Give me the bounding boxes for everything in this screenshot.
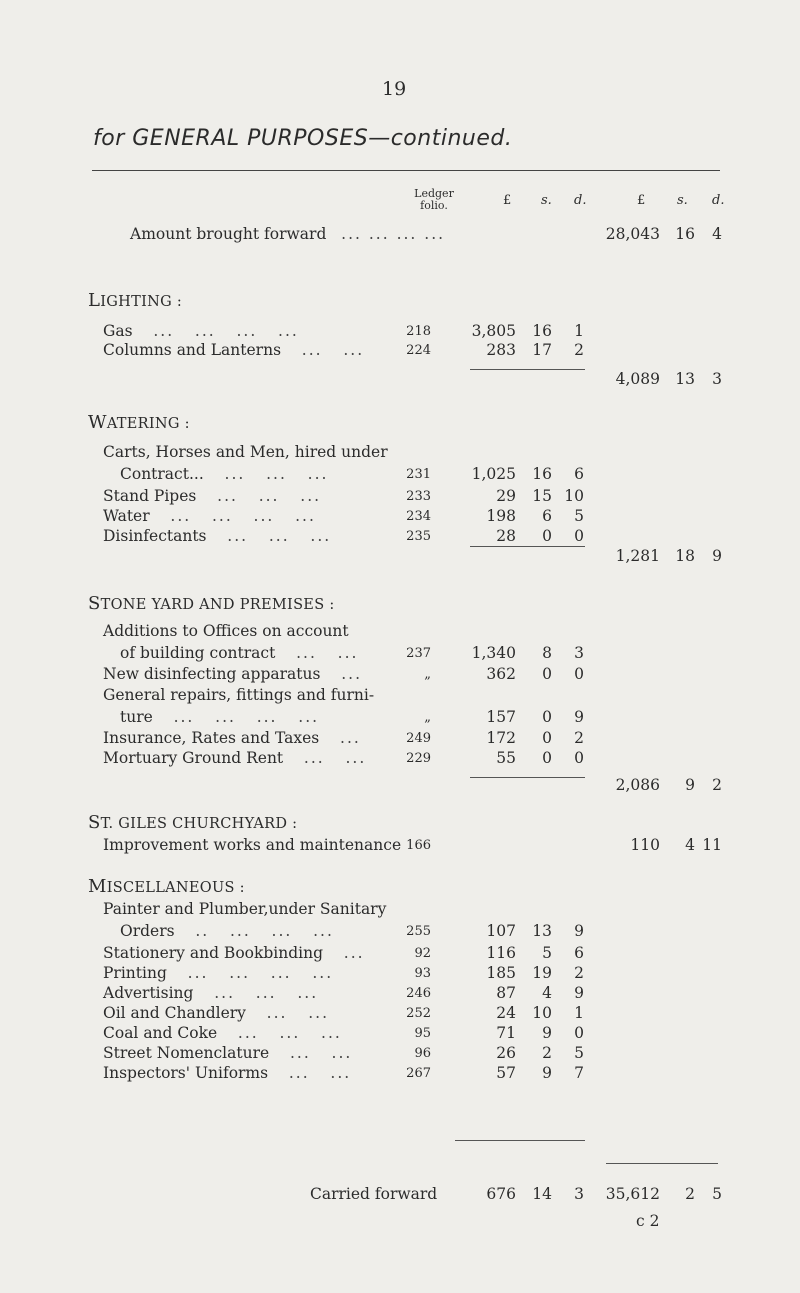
stone-yard-item-0-pounds: 1,340 bbox=[471, 644, 516, 662]
section-heading-st-giles: ST. GILES CHURCHYARD : bbox=[88, 812, 298, 833]
watering-total-pence: 9 bbox=[712, 547, 722, 565]
st-giles-total-shillings: 4 bbox=[685, 836, 695, 854]
watering-item-3-label: Disinfectants ... ... ... bbox=[103, 527, 332, 545]
stone-yard-subtotal-rule bbox=[470, 777, 585, 778]
misc-item-2-folio: 93 bbox=[414, 966, 431, 981]
page-number: 19 bbox=[382, 78, 407, 100]
watering-total-pounds: 1,281 bbox=[615, 547, 660, 565]
stone-yard-item-0-label: Additions to Offices on account bbox=[103, 622, 349, 640]
watering-item-0-label-cont: Contract... ... ... ... bbox=[120, 465, 329, 483]
watering-item-1-pence: 10 bbox=[564, 487, 584, 505]
misc-item-7-pence: 7 bbox=[574, 1064, 584, 1082]
misc-item-4-pounds: 24 bbox=[496, 1004, 516, 1022]
lighting-item-1-label: Columns and Lanterns ... ... bbox=[103, 341, 365, 359]
stone-yard-item-3-pounds: 172 bbox=[486, 729, 516, 747]
watering-item-2-pence: 5 bbox=[574, 507, 584, 525]
lighting-total-pounds: 4,089 bbox=[615, 370, 660, 388]
pounds-header-1: £ bbox=[503, 193, 512, 208]
misc-item-3-pounds: 87 bbox=[496, 984, 516, 1002]
pounds-header-2: £ bbox=[637, 193, 646, 208]
misc-item-4-label: Oil and Chandlery ... ... bbox=[103, 1004, 330, 1022]
watering-item-2-label: Water ... ... ... ... bbox=[103, 507, 316, 525]
carried-forward-label: Carried forward bbox=[310, 1185, 438, 1203]
stone-yard-total-pounds: 2,086 bbox=[615, 776, 660, 794]
stone-yard-item-3-shillings: 0 bbox=[542, 729, 552, 747]
watering-item-0-label: Carts, Horses and Men, hired under bbox=[103, 443, 388, 461]
carried-forward-shillings-2: 2 bbox=[685, 1185, 695, 1203]
stone-yard-item-2-pence: 9 bbox=[574, 708, 584, 726]
stone-yard-item-3-label: Insurance, Rates and Taxes ... bbox=[103, 729, 361, 747]
misc-item-0-shillings: 13 bbox=[532, 922, 552, 940]
pence-header-1: d. bbox=[574, 193, 587, 208]
watering-item-2-pounds: 198 bbox=[486, 507, 516, 525]
watering-item-1-shillings: 15 bbox=[532, 487, 552, 505]
misc-item-5-pence: 0 bbox=[574, 1024, 584, 1042]
misc-item-1-label: Stationery and Bookbinding ... bbox=[103, 944, 365, 962]
stone-yard-item-1-pounds: 362 bbox=[486, 665, 516, 683]
lighting-item-1-shillings: 17 bbox=[532, 341, 552, 359]
carried-forward-pence-2: 5 bbox=[712, 1185, 722, 1203]
st-giles-item-label: Improvement works and maintenance bbox=[103, 836, 402, 854]
stone-yard-item-3-folio: 249 bbox=[406, 731, 431, 746]
watering-item-3-folio: 235 bbox=[406, 529, 431, 544]
watering-total-shillings: 18 bbox=[675, 547, 695, 565]
stone-yard-item-4-folio: 229 bbox=[406, 751, 431, 766]
misc-item-1-pounds: 116 bbox=[486, 944, 516, 962]
watering-item-3-shillings: 0 bbox=[542, 527, 552, 545]
watering-item-0-pence: 6 bbox=[574, 465, 584, 483]
st-giles-total-pence: 11 bbox=[702, 836, 722, 854]
brought-forward-shillings: 16 bbox=[675, 225, 695, 243]
watering-subtotal-rule bbox=[470, 546, 585, 547]
misc-item-4-pence: 1 bbox=[574, 1004, 584, 1022]
misc-item-7-shillings: 9 bbox=[542, 1064, 552, 1082]
stone-yard-item-1-folio: „ bbox=[424, 667, 431, 682]
stone-yard-item-4-shillings: 0 bbox=[542, 749, 552, 767]
stone-yard-item-0-pence: 3 bbox=[574, 644, 584, 662]
stone-yard-item-0-shillings: 8 bbox=[542, 644, 552, 662]
lighting-item-1-pounds: 283 bbox=[486, 341, 516, 359]
brought-forward-pounds: 28,043 bbox=[605, 225, 660, 243]
lighting-item-0-pence: 1 bbox=[574, 322, 584, 340]
stone-yard-item-4-label: Mortuary Ground Rent ... ... bbox=[103, 749, 367, 767]
stone-yard-item-4-pence: 0 bbox=[574, 749, 584, 767]
watering-item-1-pounds: 29 bbox=[496, 487, 516, 505]
stone-yard-item-1-pence: 0 bbox=[574, 665, 584, 683]
stone-yard-item-0-label-cont: of building contract ... ... bbox=[120, 644, 359, 662]
misc-item-5-pounds: 71 bbox=[496, 1024, 516, 1042]
misc-item-4-shillings: 10 bbox=[532, 1004, 552, 1022]
misc-item-3-pence: 9 bbox=[574, 984, 584, 1002]
stone-yard-item-2-label: General repairs, fittings and furni- bbox=[103, 686, 375, 704]
misc-item-2-label: Printing ... ... ... ... bbox=[103, 964, 334, 982]
stone-yard-item-1-label: New disinfecting apparatus ... bbox=[103, 665, 363, 683]
shillings-header-1: s. bbox=[541, 193, 552, 208]
misc-item-0-label-cont: Orders .. ... ... ... bbox=[120, 922, 334, 940]
stone-yard-item-4-pounds: 55 bbox=[496, 749, 516, 767]
misc-item-0-label: Painter and Plumber,under Sanitary bbox=[103, 900, 387, 918]
misc-item-3-label: Advertising ... ... ... bbox=[103, 984, 319, 1002]
section-heading-lighting: LIGHTING : bbox=[88, 290, 183, 311]
watering-item-1-folio: 233 bbox=[406, 489, 431, 504]
ledger-folio-header: Ledger folio. bbox=[414, 187, 454, 212]
misc-item-6-pounds: 26 bbox=[496, 1044, 516, 1062]
misc-item-5-shillings: 9 bbox=[542, 1024, 552, 1042]
brought-forward-label: Amount brought forward ... ... ... ... bbox=[130, 225, 446, 243]
stone-yard-item-3-pence: 2 bbox=[574, 729, 584, 747]
brought-forward-pence: 4 bbox=[712, 225, 722, 243]
watering-item-0-pounds: 1,025 bbox=[471, 465, 516, 483]
misc-item-0-folio: 255 bbox=[406, 924, 431, 939]
stone-yard-item-2-folio: „ bbox=[424, 710, 431, 725]
misc-item-2-shillings: 19 bbox=[532, 964, 552, 982]
top-rule bbox=[92, 170, 720, 171]
misc-item-6-pence: 5 bbox=[574, 1044, 584, 1062]
misc-item-1-pence: 6 bbox=[574, 944, 584, 962]
lighting-item-0-label: Gas ... ... ... ... bbox=[103, 322, 299, 340]
section-heading-misc: MISCELLANEOUS : bbox=[88, 876, 245, 897]
carried-forward-rule bbox=[606, 1163, 718, 1164]
section-heading-watering: WATERING : bbox=[88, 412, 190, 433]
misc-subtotal-rule bbox=[455, 1140, 585, 1141]
pence-header-2: d. bbox=[712, 193, 725, 208]
stone-yard-item-2-pounds: 157 bbox=[486, 708, 516, 726]
misc-item-0-pounds: 107 bbox=[486, 922, 516, 940]
lighting-subtotal-rule bbox=[470, 369, 585, 370]
carried-forward-pounds-1: 676 bbox=[486, 1185, 516, 1203]
misc-item-7-folio: 267 bbox=[406, 1066, 431, 1081]
carried-forward-pounds-2: 35,612 bbox=[605, 1185, 660, 1203]
misc-item-0-pence: 9 bbox=[574, 922, 584, 940]
watering-item-3-pounds: 28 bbox=[496, 527, 516, 545]
misc-item-7-label: Inspectors' Uniforms ... ... bbox=[103, 1064, 352, 1082]
misc-item-2-pence: 2 bbox=[574, 964, 584, 982]
misc-item-3-shillings: 4 bbox=[542, 984, 552, 1002]
misc-item-5-label: Coal and Coke ... ... ... bbox=[103, 1024, 342, 1042]
watering-item-2-folio: 234 bbox=[406, 509, 431, 524]
stone-yard-total-pence: 2 bbox=[712, 776, 722, 794]
stone-yard-item-0-folio: 237 bbox=[406, 646, 431, 661]
watering-item-2-shillings: 6 bbox=[542, 507, 552, 525]
page-title: for GENERAL PURPOSES—continued. bbox=[93, 126, 513, 151]
section-heading-stone-yard: STONE YARD AND PREMISES : bbox=[88, 593, 335, 614]
lighting-item-1-pence: 2 bbox=[574, 341, 584, 359]
misc-item-5-folio: 95 bbox=[414, 1026, 431, 1041]
lighting-total-shillings: 13 bbox=[675, 370, 695, 388]
misc-item-6-label: Street Nomenclature ... ... bbox=[103, 1044, 353, 1062]
stone-yard-total-shillings: 9 bbox=[685, 776, 695, 794]
carried-forward-shillings-1: 14 bbox=[532, 1185, 552, 1203]
misc-item-6-folio: 96 bbox=[414, 1046, 431, 1061]
misc-item-7-pounds: 57 bbox=[496, 1064, 516, 1082]
lighting-item-1-folio: 224 bbox=[406, 343, 431, 358]
stone-yard-item-1-shillings: 0 bbox=[542, 665, 552, 683]
misc-item-2-pounds: 185 bbox=[486, 964, 516, 982]
st-giles-item-folio: 166 bbox=[406, 838, 431, 853]
watering-item-1-label: Stand Pipes ... ... ... bbox=[103, 487, 322, 505]
lighting-total-pence: 3 bbox=[712, 370, 722, 388]
signature-mark: c 2 bbox=[636, 1212, 660, 1230]
st-giles-total-pounds: 110 bbox=[630, 836, 660, 854]
shillings-header-2: s. bbox=[677, 193, 688, 208]
watering-item-0-folio: 231 bbox=[406, 467, 431, 482]
stone-yard-item-2-shillings: 0 bbox=[542, 708, 552, 726]
carried-forward-pence-1: 3 bbox=[574, 1185, 584, 1203]
misc-item-6-shillings: 2 bbox=[542, 1044, 552, 1062]
lighting-item-0-folio: 218 bbox=[406, 324, 431, 339]
stone-yard-item-2-label-cont: ture ... ... ... ... bbox=[120, 708, 320, 726]
misc-item-4-folio: 252 bbox=[406, 1006, 431, 1021]
watering-item-0-shillings: 16 bbox=[532, 465, 552, 483]
misc-item-1-shillings: 5 bbox=[542, 944, 552, 962]
misc-item-3-folio: 246 bbox=[406, 986, 431, 1001]
watering-item-3-pence: 0 bbox=[574, 527, 584, 545]
lighting-item-0-shillings: 16 bbox=[532, 322, 552, 340]
misc-item-1-folio: 92 bbox=[414, 946, 431, 961]
lighting-item-0-pounds: 3,805 bbox=[471, 322, 516, 340]
